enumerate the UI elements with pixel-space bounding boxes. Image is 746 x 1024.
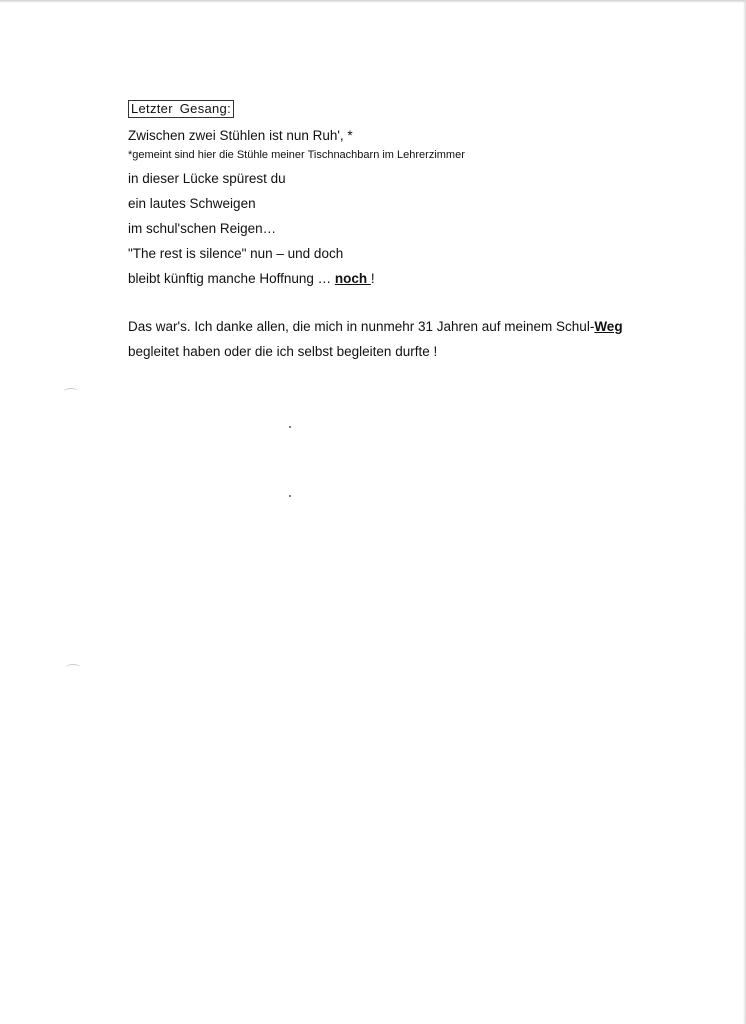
document-heading: Letzter Gesang: [128,100,234,118]
scan-smudge [64,388,78,395]
poem-line-3: ein lautes Schweigen [128,196,256,211]
poem-line-6 [128,266,708,291]
poem-line-1: Zwischen zwei Stühlen ist nun Ruh', * [128,128,353,143]
poem-line-6-text: bleibt künftig manche Hoffnung … [128,271,335,286]
closing-paragraph [128,314,708,364]
poem-line-4: im schul'schen Reigen… [128,221,277,236]
poem [128,123,708,291]
closing-emphasis-weg: Weg [594,319,623,334]
scan-speck [289,426,291,428]
poem-footnote: *gemeint sind hier die Stühle meiner Tischnachbarn im Lehrerzimmer [128,149,465,161]
poem-line-6-end: ! [370,271,375,286]
closing-line-1-text: Das war's. Ich danke allen, die mich in nunmehr 31 Jahren auf meinem Schul- [128,319,595,334]
scan-speck [289,495,291,497]
document-body [128,100,708,364]
poem-line-5: "The rest is silence" nun – und doch [128,246,344,261]
scan-edge-top [0,0,746,3]
poem-line-2: in dieser Lücke spürest du [128,171,286,186]
closing-line-1 [128,314,708,339]
poem-emphasis-noch: noch [334,271,371,286]
scan-smudge [66,664,80,671]
closing-line-2: begleitet haben oder die ich selbst begleiten durfte ! [128,344,438,359]
